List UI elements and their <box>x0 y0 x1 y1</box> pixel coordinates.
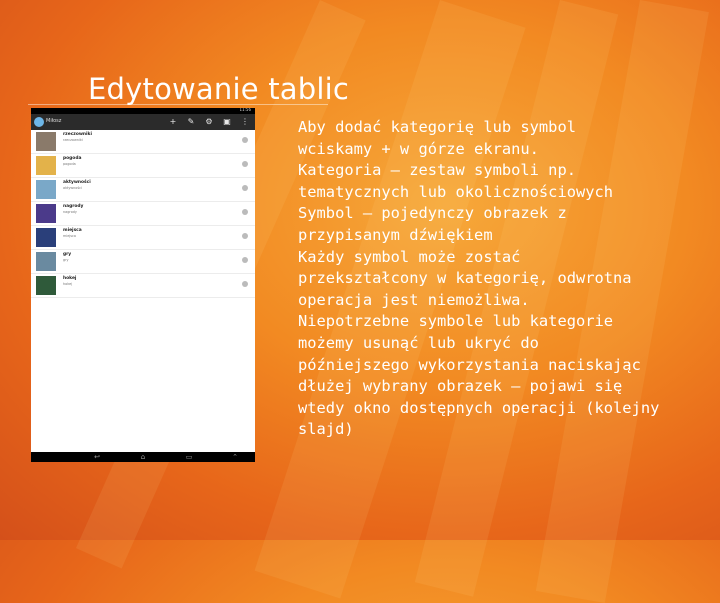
back-icon[interactable]: ↩ <box>94 453 100 461</box>
category-subtitle: miejsca <box>63 234 76 238</box>
app-name: Miłosz <box>46 118 62 124</box>
category-thumbnail <box>36 132 56 151</box>
plus-icon[interactable]: + <box>169 117 177 126</box>
body-line: wciskamy + w górze ekranu. <box>298 139 539 158</box>
status-time: 11:56 <box>239 108 251 112</box>
category-thumbnail <box>36 276 56 295</box>
body-line: dłużej wybrany obrazek – pojawi się <box>298 377 623 396</box>
category-subtitle: aktywności <box>63 186 82 190</box>
category-thumbnail <box>36 252 56 271</box>
category-name: aktywności <box>63 180 91 185</box>
list-item[interactable] <box>31 154 255 178</box>
slide-title: Edytowanie tablic <box>88 72 350 106</box>
home-icon[interactable]: ⌂ <box>140 453 146 461</box>
more-icon[interactable]: ⋮ <box>241 117 249 126</box>
body-line: Kategoria – zestaw symboli np. <box>298 161 576 180</box>
body-line: Niepotrzebne symbole lub kategorie <box>298 312 614 331</box>
category-name: miejsca <box>63 228 82 233</box>
save-icon[interactable]: ▣ <box>223 117 231 126</box>
category-thumbnail <box>36 180 56 199</box>
up-icon[interactable]: ⌃ <box>232 453 238 461</box>
pencil-icon[interactable]: ✎ <box>187 117 195 126</box>
info-icon[interactable] <box>242 161 248 167</box>
category-subtitle: hokej <box>63 282 73 286</box>
title-underline <box>28 104 328 105</box>
category-name: pogoda <box>63 156 82 161</box>
list-item[interactable] <box>31 250 255 274</box>
category-thumbnail <box>36 156 56 175</box>
info-icon[interactable] <box>242 137 248 143</box>
list-item[interactable] <box>31 274 255 298</box>
list-item[interactable] <box>31 202 255 226</box>
category-thumbnail <box>36 228 56 247</box>
info-icon[interactable] <box>242 281 248 287</box>
tablet-screenshot <box>31 108 255 462</box>
info-icon[interactable] <box>242 209 248 215</box>
nav-bar <box>31 452 255 462</box>
list-item[interactable] <box>31 130 255 154</box>
body-line: operacja jest niemożliwa. <box>298 290 530 309</box>
body-line: możemy usunąć lub ukryć do <box>298 333 539 352</box>
list-item[interactable] <box>31 226 255 250</box>
category-name: rzeczowniki <box>63 132 92 137</box>
recent-apps-icon[interactable]: ▭ <box>185 453 193 461</box>
app-icon <box>34 117 44 127</box>
category-subtitle: gry <box>63 258 69 262</box>
gear-icon[interactable]: ⚙ <box>205 117 213 126</box>
info-icon[interactable] <box>242 185 248 191</box>
slide-body <box>298 117 688 441</box>
body-line: Każdy symbol może zostać <box>298 247 521 266</box>
category-thumbnail <box>36 204 56 223</box>
action-bar <box>31 114 255 130</box>
category-subtitle: rzeczowniki <box>63 138 83 142</box>
category-subtitle: nagrody <box>63 210 77 214</box>
info-icon[interactable] <box>242 257 248 263</box>
category-name: hokej <box>63 276 77 281</box>
body-line: przekształcony w kategorię, odwrotna <box>298 269 632 288</box>
body-line: Symbol – pojedynczy obrazek z <box>298 204 567 223</box>
body-line: przypisanym dźwiękiem <box>298 225 493 244</box>
list-item[interactable] <box>31 178 255 202</box>
body-line: slajd) <box>298 420 354 439</box>
body-line: wtedy okno dostępnych operacji (kolejny <box>298 398 660 417</box>
info-icon[interactable] <box>242 233 248 239</box>
category-name: gry <box>63 252 72 257</box>
category-name: nagrody <box>63 204 84 209</box>
category-subtitle: pogoda <box>63 162 76 166</box>
body-line: tematycznych lub okolicznościowych <box>298 182 614 201</box>
body-line: późniejszego wykorzystania naciskając <box>298 355 641 374</box>
body-line: Aby dodać kategorię lub symbol <box>298 118 576 136</box>
